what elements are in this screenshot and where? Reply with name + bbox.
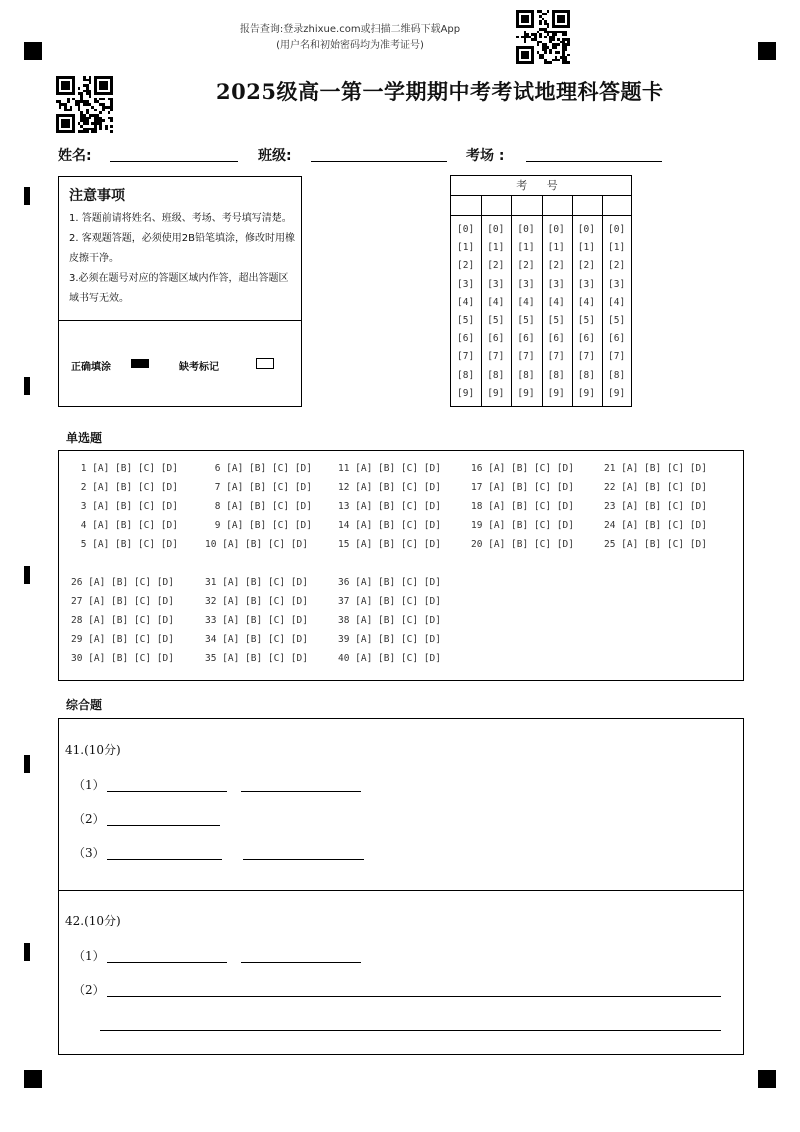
exam-number-digit-bubble[interactable]: [7] bbox=[457, 351, 475, 363]
exam-number-digit-bubble[interactable]: [6] bbox=[577, 333, 595, 345]
instructions-list bbox=[69, 209, 295, 309]
exam-number-digit-bubble[interactable]: [4] bbox=[517, 296, 535, 308]
instructions-heading: 注意事项 bbox=[69, 188, 125, 204]
q41-part1-answer-b[interactable] bbox=[241, 791, 361, 792]
single-choice-question[interactable]: 19 [A] [B] [C] [D] bbox=[471, 520, 574, 531]
exam-number-digit-bubble[interactable]: [2] bbox=[517, 260, 535, 272]
exam-number-digit-bubble[interactable]: [8] bbox=[517, 369, 535, 381]
name-label: 姓名: bbox=[58, 148, 92, 164]
exam-number-digit-bubble[interactable]: [0] bbox=[487, 224, 505, 235]
exam-number-digit-bubble[interactable]: [5] bbox=[608, 315, 626, 326]
q42-part1-answer-a[interactable] bbox=[107, 962, 227, 963]
single-choice-question[interactable]: 39 [A] [B] [C] [D] bbox=[338, 634, 441, 645]
corner-marker-bottom-left bbox=[24, 1070, 42, 1088]
qr-module bbox=[567, 61, 570, 64]
q42-part1-label: （1） bbox=[73, 949, 105, 963]
single-choice-title: 单选题 bbox=[66, 431, 103, 445]
q41-part1-answer-a[interactable] bbox=[107, 791, 227, 792]
single-choice-answer-area bbox=[58, 450, 744, 681]
exam-number-digit-bubble[interactable]: [2] bbox=[487, 260, 505, 272]
student-qr-code bbox=[56, 76, 113, 133]
single-choice-question[interactable]: 37 [A] [B] [C] [D] bbox=[338, 596, 441, 607]
exam-number-digit-bubble[interactable]: [6] bbox=[608, 333, 626, 345]
exam-number-digit-bubble[interactable]: [9] bbox=[577, 387, 595, 399]
timing-mark bbox=[24, 187, 30, 205]
exam-number-digit-bubble[interactable]: [4] bbox=[487, 296, 505, 308]
exam-number-digit-bubble[interactable]: [2] bbox=[547, 260, 565, 272]
exam-number-column-divider bbox=[542, 195, 543, 406]
exam-number-digit-bubble[interactable]: [5] bbox=[487, 315, 505, 326]
corner-marker-top-right bbox=[758, 42, 776, 60]
exam-number-digit-bubble[interactable]: [0] bbox=[608, 224, 626, 235]
exam-number-digit-bubble[interactable]: [0] bbox=[457, 224, 475, 235]
exam-number-caption: 考 号 bbox=[451, 176, 631, 196]
single-choice-question[interactable]: 21 [A] [B] [C] [D] bbox=[604, 463, 707, 474]
exam-number-column-divider bbox=[481, 195, 482, 406]
single-choice-question[interactable]: 32 [A] [B] [C] [D] bbox=[205, 596, 308, 607]
exam-number-column-divider bbox=[602, 195, 603, 406]
question-divider bbox=[59, 890, 743, 891]
exam-number-digit-bubble[interactable]: [1] bbox=[577, 242, 595, 254]
exam-number-column-divider bbox=[572, 195, 573, 406]
qr-module bbox=[110, 130, 113, 133]
exam-number-digit-bubble[interactable]: [6] bbox=[547, 333, 565, 345]
exam-number-digit-bubble[interactable]: [4] bbox=[577, 296, 595, 308]
exam-number-digit-bubble[interactable]: [0] bbox=[517, 224, 535, 235]
question-42-heading: 42.(10分) bbox=[65, 914, 121, 928]
single-choice-question[interactable]: 29 [A] [B] [C] [D] bbox=[71, 634, 174, 645]
single-choice-question[interactable]: 7 [A] [B] [C] [D] bbox=[209, 482, 312, 493]
name-field[interactable] bbox=[110, 161, 238, 162]
single-choice-question[interactable]: 9 [A] [B] [C] [D] bbox=[209, 520, 312, 531]
exam-number-digit-bubble[interactable]: [1] bbox=[547, 242, 565, 254]
exam-number-digit-bubble[interactable]: [3] bbox=[547, 278, 565, 290]
single-choice-question[interactable]: 40 [A] [B] [C] [D] bbox=[338, 653, 441, 664]
correct-fill-label: 正确填涂 bbox=[71, 362, 111, 373]
exam-number-digit-bubble[interactable]: [1] bbox=[487, 242, 505, 254]
single-choice-question[interactable]: 5 [A] [B] [C] [D] bbox=[75, 539, 178, 550]
exam-number-digit-bubble[interactable]: [8] bbox=[577, 369, 595, 381]
q41-part3-answer-a[interactable] bbox=[107, 859, 222, 860]
single-choice-question[interactable]: 14 [A] [B] [C] [D] bbox=[338, 520, 441, 531]
single-choice-question[interactable]: 3 [A] [B] [C] [D] bbox=[75, 501, 178, 512]
exam-number-digit-bubble[interactable]: [3] bbox=[517, 278, 535, 290]
single-choice-question[interactable]: 23 [A] [B] [C] [D] bbox=[604, 501, 707, 512]
single-choice-question[interactable]: 4 [A] [B] [C] [D] bbox=[75, 520, 178, 531]
exam-number-digit-bubble[interactable]: [8] bbox=[547, 369, 565, 381]
exam-number-digit-bubble[interactable]: [7] bbox=[577, 351, 595, 363]
exam-number-digit-bubble[interactable]: [3] bbox=[608, 278, 626, 290]
exam-number-digit-bubble[interactable]: [2] bbox=[457, 260, 475, 272]
single-choice-question[interactable]: 22 [A] [B] [C] [D] bbox=[604, 482, 707, 493]
exam-number-digit-bubble[interactable]: [0] bbox=[547, 224, 565, 235]
single-choice-question[interactable]: 12 [A] [B] [C] [D] bbox=[338, 482, 441, 493]
single-choice-question[interactable]: 1 [A] [B] [C] [D] bbox=[75, 463, 178, 474]
exam-number-digit-bubble[interactable]: [6] bbox=[517, 333, 535, 345]
exam-number-column-divider bbox=[511, 195, 512, 406]
report-query-line2: (用户名和初始密码均为准考证号) bbox=[276, 40, 424, 51]
single-choice-question[interactable]: 35 [A] [B] [C] [D] bbox=[205, 653, 308, 664]
q42-part2-answer-line1[interactable] bbox=[107, 996, 721, 997]
exam-number-digit-bubble[interactable]: [7] bbox=[547, 351, 565, 363]
exam-number-digit-bubble[interactable]: [9] bbox=[457, 387, 475, 399]
instruction-item: 2. 客观题答题，必须使用2B铅笔填涂，修改时用橡皮擦干净。 bbox=[69, 233, 295, 264]
single-choice-question[interactable]: 10 [A] [B] [C] [D] bbox=[205, 539, 308, 550]
timing-mark bbox=[24, 755, 30, 773]
comprehensive-answer-area bbox=[58, 718, 744, 1055]
app-download-qr-code[interactable] bbox=[516, 10, 570, 64]
exam-number-digit-bubble[interactable]: [9] bbox=[487, 387, 505, 399]
q41-part2-label: （2） bbox=[73, 812, 105, 826]
exam-number-digit-bubble[interactable]: [1] bbox=[608, 242, 626, 254]
single-choice-question[interactable]: 18 [A] [B] [C] [D] bbox=[471, 501, 574, 512]
exam-number-grid bbox=[450, 175, 632, 407]
instruction-item: 3.必须在题号对应的答题区域内作答，超出答题区域书写无效。 bbox=[69, 273, 289, 304]
exam-number-digit-bubble[interactable]: [4] bbox=[608, 296, 626, 308]
exam-number-digit-bubble[interactable]: [1] bbox=[517, 242, 535, 254]
question-41-heading: 41.(10分) bbox=[65, 743, 121, 757]
room-field[interactable] bbox=[526, 161, 662, 162]
instructions-box bbox=[58, 176, 302, 407]
absent-mark-label: 缺考标记 bbox=[179, 362, 219, 373]
timing-mark bbox=[24, 377, 30, 395]
class-field[interactable] bbox=[311, 161, 447, 162]
exam-number-digit-bubble[interactable]: [2] bbox=[608, 260, 626, 272]
single-choice-question[interactable]: 31 [A] [B] [C] [D] bbox=[205, 577, 308, 588]
exam-number-digit-bubble[interactable]: [3] bbox=[487, 278, 505, 290]
exam-number-digit-bubble[interactable]: [8] bbox=[457, 369, 475, 381]
single-choice-question[interactable]: 13 [A] [B] [C] [D] bbox=[338, 501, 441, 512]
exam-number-digit-bubble[interactable]: [5] bbox=[547, 315, 565, 326]
exam-number-digit-bubble[interactable]: [8] bbox=[487, 369, 505, 381]
exam-number-digit-bubble[interactable]: [6] bbox=[487, 333, 505, 345]
single-choice-question[interactable]: 33 [A] [B] [C] [D] bbox=[205, 615, 308, 626]
single-choice-question[interactable]: 20 [A] [B] [C] [D] bbox=[471, 539, 574, 550]
instruction-item: 1. 答题前请将姓名、班级、考场、考号填写清楚。 bbox=[69, 213, 292, 224]
single-choice-question[interactable]: 17 [A] [B] [C] [D] bbox=[471, 482, 574, 493]
exam-number-digit-bubble[interactable]: [4] bbox=[547, 296, 565, 308]
timing-mark bbox=[24, 566, 30, 584]
class-label: 班级: bbox=[258, 148, 292, 164]
single-choice-question[interactable]: 11 [A] [B] [C] [D] bbox=[338, 463, 441, 474]
single-choice-question[interactable]: 15 [A] [B] [C] [D] bbox=[338, 539, 441, 550]
timing-mark bbox=[24, 943, 30, 961]
exam-number-digit-bubble[interactable]: [9] bbox=[517, 387, 535, 399]
single-choice-question[interactable]: 38 [A] [B] [C] [D] bbox=[338, 615, 441, 626]
correct-fill-sample bbox=[131, 359, 149, 368]
single-choice-question[interactable]: 36 [A] [B] [C] [D] bbox=[338, 577, 441, 588]
exam-number-digit-bubble[interactable]: [5] bbox=[457, 315, 475, 326]
exam-number-digit-bubble[interactable]: [6] bbox=[457, 333, 475, 345]
q42-part2-label: （2） bbox=[73, 983, 105, 997]
single-choice-question[interactable]: 24 [A] [B] [C] [D] bbox=[604, 520, 707, 531]
instructions-divider bbox=[59, 320, 301, 321]
single-choice-question[interactable]: 34 [A] [B] [C] [D] bbox=[205, 634, 308, 645]
q42-part2-answer-line2[interactable] bbox=[100, 1030, 721, 1031]
q42-part1-answer-b[interactable] bbox=[241, 962, 361, 963]
exam-number-digit-bubble[interactable]: [5] bbox=[577, 315, 595, 326]
exam-number-digit-bubble[interactable]: [2] bbox=[577, 260, 595, 272]
exam-number-digit-bubble[interactable]: [7] bbox=[608, 351, 626, 363]
exam-number-digit-bubble[interactable]: [3] bbox=[577, 278, 595, 290]
single-choice-question[interactable]: 6 [A] [B] [C] [D] bbox=[209, 463, 312, 474]
comprehensive-title: 综合题 bbox=[66, 698, 103, 712]
exam-number-digit-bubble[interactable]: [4] bbox=[457, 296, 475, 308]
single-choice-question[interactable]: 27 [A] [B] [C] [D] bbox=[71, 596, 174, 607]
absent-mark-checkbox[interactable] bbox=[256, 358, 274, 369]
single-choice-question[interactable]: 28 [A] [B] [C] [D] bbox=[71, 615, 174, 626]
q41-part3-label: （3） bbox=[73, 846, 105, 860]
room-label: 考场 : bbox=[466, 148, 505, 164]
exam-number-digit-bubble[interactable]: [7] bbox=[487, 351, 505, 363]
page-title: 2025级高一第一学期期中考考试地理科答题卡 bbox=[216, 79, 664, 104]
q41-part3-answer-b[interactable] bbox=[243, 859, 364, 860]
exam-number-digit-bubble[interactable]: [3] bbox=[457, 278, 475, 290]
exam-number-digit-bubble[interactable]: [1] bbox=[457, 242, 475, 254]
report-query-note bbox=[0, 22, 700, 54]
single-choice-question[interactable]: 2 [A] [B] [C] [D] bbox=[75, 482, 178, 493]
single-choice-question[interactable]: 30 [A] [B] [C] [D] bbox=[71, 653, 174, 664]
corner-marker-bottom-right bbox=[758, 1070, 776, 1088]
q41-part1-label: （1） bbox=[73, 778, 105, 792]
single-choice-question[interactable]: 26 [A] [B] [C] [D] bbox=[71, 577, 174, 588]
exam-number-digit-bubble[interactable]: [7] bbox=[517, 351, 535, 363]
exam-number-digit-bubble[interactable]: [5] bbox=[517, 315, 535, 326]
q41-part2-answer[interactable] bbox=[107, 825, 220, 826]
exam-number-digit-bubble[interactable]: [9] bbox=[547, 387, 565, 399]
single-choice-question[interactable]: 25 [A] [B] [C] [D] bbox=[604, 539, 707, 550]
report-query-line1: 报告查询:登录zhixue.com或扫描二维码下载App bbox=[239, 24, 461, 35]
exam-number-digit-bubble[interactable]: [8] bbox=[608, 369, 626, 381]
exam-number-digit-bubble[interactable]: [0] bbox=[577, 224, 595, 235]
single-choice-question[interactable]: 16 [A] [B] [C] [D] bbox=[471, 463, 574, 474]
single-choice-question[interactable]: 8 [A] [B] [C] [D] bbox=[209, 501, 312, 512]
exam-number-digit-bubble[interactable]: [9] bbox=[608, 387, 626, 399]
